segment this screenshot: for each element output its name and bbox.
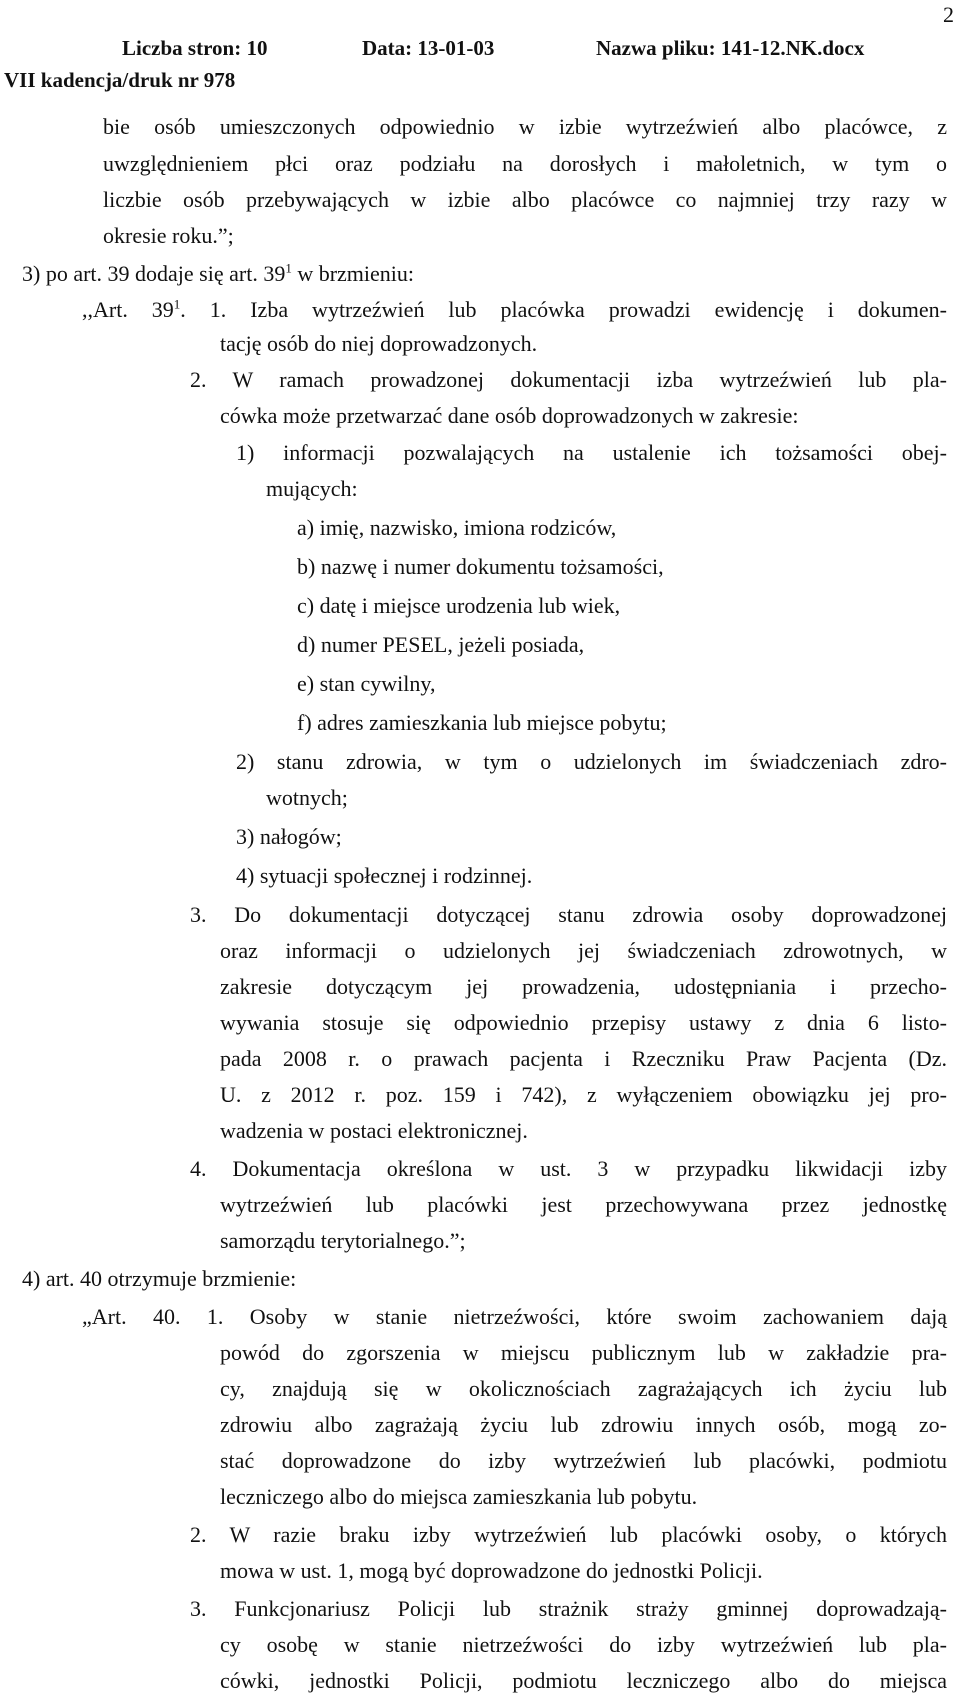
list-item: 3) nałogów; <box>236 824 342 849</box>
list-item: b) nazwę i numer dokumentu tożsamości, <box>297 554 664 579</box>
text-line: U. z 2012 r. poz. 159 i 742), z wyłączeniem obowiązku jej pro- <box>220 1082 947 1107</box>
superscript: 1 <box>173 296 181 312</box>
text-fragment: . 1. Izba wytrzeźwień lub placówka prowadzi ewidencję i dokumen- <box>180 297 947 322</box>
text-line: cy osobę w stanie nietrzeźwości do izby wytrzeźwień lub pla- <box>220 1632 947 1657</box>
list-item: 4) sytuacji społecznej i rodzinnej. <box>236 863 533 888</box>
article-heading-line: „Art. 40. 1. Osoby w stanie nietrzeźwości, które swoim zachowaniem dają <box>82 1304 947 1329</box>
text-line: cówka może przetwarzać dane osób doprowadzonych w zakresie: <box>220 403 799 428</box>
text-line: cy, znajdują się w okolicznościach zagrażających ich życiu lub <box>220 1376 947 1401</box>
text-line: oraz informacji o udzielonych jej świadczeniach zdrowotnych, w <box>220 938 947 963</box>
text-line: bie osób umieszczonych odpowiednio w izbie wytrzeźwień albo placówce, z <box>103 114 947 139</box>
text-fragment: 3) po art. 39 dodaje się art. 39 <box>22 261 286 286</box>
list-item: a) imię, nazwisko, imiona rodziców, <box>297 515 617 540</box>
text-line: wotnych; <box>266 785 348 810</box>
page-number: 2 <box>943 2 954 27</box>
text-line: 1) informacji pozwalających na ustalenie ich tożsamości obej- <box>236 440 947 465</box>
text-line: mowa w ust. 1, mogą być doprowadzone do jednostki Policji. <box>220 1558 763 1583</box>
text-line: zdrowiu albo zagrażają życiu lub zdrowiu innych osób, mogą zo- <box>220 1412 947 1437</box>
list-item: d) numer PESEL, jeżeli posiada, <box>297 632 585 657</box>
article-heading-line <box>82 296 947 324</box>
text-fragment: w brzmieniu: <box>297 261 415 286</box>
text-line: powód do zgorszenia w miejscu publicznym lub w zakładzie pra- <box>220 1340 947 1365</box>
text-line: cówki, jednostki Policji, podmiotu leczniczego albo do miejsca <box>220 1668 947 1693</box>
text-line: samorządu terytorialnego.”; <box>220 1228 466 1253</box>
text-line: wytrzeźwień lub placówki jest przechowywana przez jednostkę <box>220 1192 947 1217</box>
text-line: stać doprowadzone do izby wytrzeźwień lub placówki, podmiotu <box>220 1448 947 1473</box>
text-line: pada 2008 r. o prawach pacjenta i Rzeczniku Praw Pacjenta (Dz. <box>220 1046 947 1071</box>
text-line: leczniczego albo do miejsca zamieszkania lub pobytu. <box>220 1484 698 1509</box>
text-line: 2. W razie braku izby wytrzeźwień lub placówki osoby, o których <box>190 1522 947 1547</box>
list-item: e) stan cywilny, <box>297 671 436 696</box>
text-line: wadzenia w postaci elektronicznej. <box>220 1118 528 1143</box>
text-line: mujących: <box>266 476 358 501</box>
text-line: 2) stanu zdrowia, w tym o udzielonych im świadczeniach zdro- <box>236 749 947 774</box>
list-item: c) datę i miejsce urodzenia lub wiek, <box>297 593 621 618</box>
text-line: 2. W ramach prowadzonej dokumentacji izba wytrzeźwień lub pla- <box>190 367 947 392</box>
list-item: f) adres zamieszkania lub miejsce pobytu; <box>297 710 667 735</box>
header-term: VII kadencja/druk nr 978 <box>4 68 236 92</box>
text-line: 3. Do dokumentacji dotyczącej stanu zdrowia osoby doprowadzonej <box>190 902 947 927</box>
list-item: 4) art. 40 otrzymuje brzmienie: <box>22 1266 297 1291</box>
header-file-name: Nazwa pliku: 141-12.NK.docx <box>596 36 865 60</box>
list-item <box>22 260 414 288</box>
text-line: zakresie dotyczącym jej prowadzenia, udostępniania i przecho- <box>220 974 947 999</box>
text-line: 3. Funkcjonariusz Policji lub strażnik straży gminnej doprowadzają- <box>190 1596 947 1621</box>
text-line: okresie roku.”; <box>103 223 234 248</box>
article-number: ,,Art. 39 <box>82 297 174 322</box>
header-page-count: Liczba stron: 10 <box>122 36 268 60</box>
superscript: 1 <box>285 260 292 276</box>
text-line: uwzględnieniem płci oraz podziału na dorosłych i małoletnich, w tym o <box>103 151 947 176</box>
text-line: wywania stosuje się odpowiednio przepisy ustawy z dnia 6 listo- <box>220 1010 947 1035</box>
text-line: tację osób do niej doprowadzonych. <box>220 331 538 356</box>
text-line: 4. Dokumentacja określona w ust. 3 w przypadku likwidacji izby <box>190 1156 947 1181</box>
header-date: Data: 13-01-03 <box>362 36 495 60</box>
text-line: liczbie osób przebywających w izbie albo placówce co najmniej trzy razy w <box>103 187 947 212</box>
